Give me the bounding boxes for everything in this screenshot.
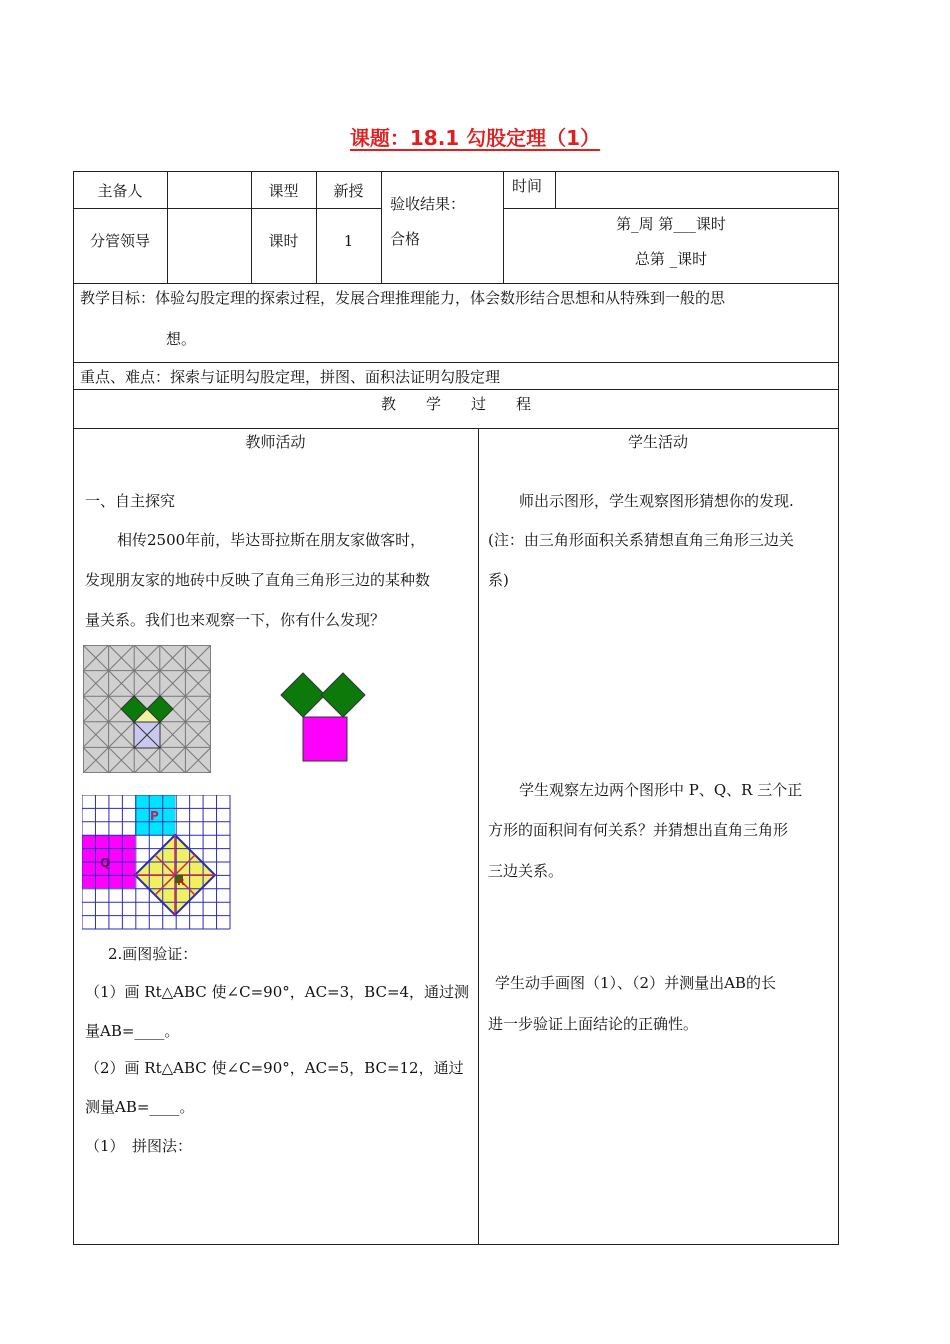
student-act3-line2: 进一步验证上面结论的正确性。 bbox=[488, 1015, 699, 1033]
process-title: 教 学 过 程 bbox=[380, 395, 531, 413]
pqr-grid-figure bbox=[82, 795, 232, 931]
week-line: 第_周 第___课时 bbox=[616, 215, 726, 233]
key-points: 重点、难点：探索与证明勾股定理，拼图、面积法证明勾股定理 bbox=[80, 368, 501, 386]
label-r: R bbox=[177, 877, 185, 888]
story-line3: 量关系。我们也来观察一下，你有什么发现？ bbox=[85, 611, 386, 629]
label-q: Q bbox=[100, 856, 111, 870]
student-act1-line3: 系) bbox=[488, 571, 509, 589]
hours-value: 1 bbox=[343, 232, 354, 250]
acceptance-label: 验收结果： bbox=[390, 195, 466, 213]
preparer-label: 主备人 bbox=[97, 182, 143, 200]
section-title: 一、自主探究 bbox=[85, 492, 176, 510]
acceptance-value: 合格 bbox=[390, 230, 421, 248]
label-p: P bbox=[150, 809, 159, 823]
task1-line1: （1）画 Rt△ABC 使∠C=90°，AC=3，BC=4，通过测 bbox=[85, 983, 470, 1001]
time-label: 时间 bbox=[512, 177, 543, 195]
hours-label: 课时 bbox=[268, 232, 299, 250]
puzzle-method: （1） 拼图法： bbox=[85, 1137, 193, 1155]
student-act2-line3: 三边关系。 bbox=[488, 862, 564, 880]
lesson-type-label: 课型 bbox=[268, 182, 299, 200]
task2-line1: （2）画 Rt△ABC 使∠C=90°，AC=5，BC=12，通过 bbox=[85, 1059, 464, 1077]
task1-line2: 量AB=____。 bbox=[85, 1022, 180, 1040]
tile-floor-figure bbox=[83, 645, 211, 773]
story-line2: 发现朋友家的地砖中反映了直角三角形三边的某种数 bbox=[85, 571, 431, 589]
student-act3-line1: 学生动手画图（1）、（2）并测量出AB的长 bbox=[495, 974, 776, 992]
leader-label: 分管领导 bbox=[89, 232, 150, 250]
story-line1: 相传2500年前，毕达哥拉斯在朋友家做客时， bbox=[117, 531, 426, 549]
lesson-type-value: 新授 bbox=[333, 182, 364, 200]
squares-figure bbox=[278, 670, 368, 765]
teaching-goals-line1: 教学目标：体验勾股定理的探索过程，发展合理推理能力，体会数形结合思想和从特殊到一般的思 bbox=[80, 289, 726, 307]
student-heading: 学生活动 bbox=[627, 433, 688, 451]
verify-title: 2.画图验证： bbox=[108, 945, 198, 963]
teacher-heading: 教师活动 bbox=[245, 433, 306, 451]
student-act2-line2: 方形的面积间有何关系？并猜想出直角三角形 bbox=[488, 821, 789, 839]
teaching-goals-line2: 想。 bbox=[166, 330, 197, 348]
student-act1-line1: 师出示图形，学生观察图形猜想你的发现. bbox=[519, 492, 794, 510]
task2-line2: 测量AB=____。 bbox=[85, 1098, 195, 1116]
student-act1-line2: (注：由三角形面积关系猜想直角三角形三边关 bbox=[488, 531, 794, 549]
total-line: 总第 _课时 bbox=[634, 250, 708, 268]
student-act2-line1: 学生观察左边两个图形中 P、Q、R 三个正 bbox=[519, 781, 803, 799]
page-title: 课题：18.1 勾股定理（1） bbox=[349, 126, 601, 150]
